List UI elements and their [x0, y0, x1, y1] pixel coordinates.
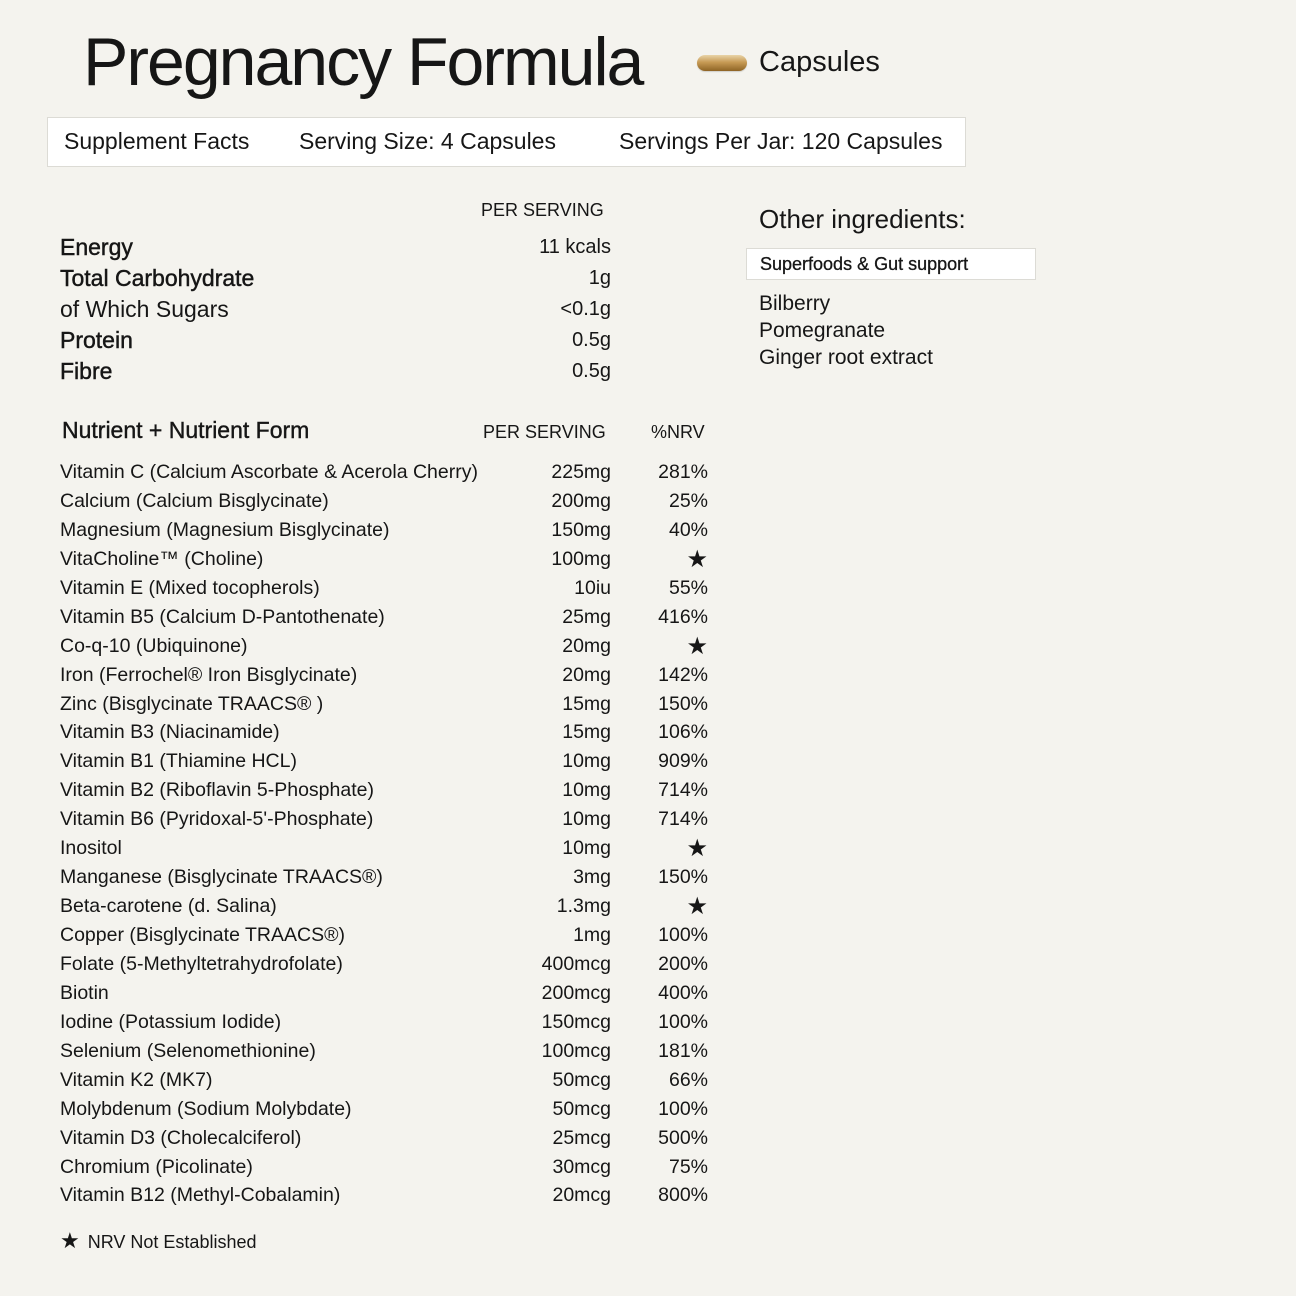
nutrient-nrv: 416% [658, 605, 708, 628]
nutrient-name: Vitamin E (Mixed tocopherols) [60, 576, 320, 599]
nutrient-amount: 15mg [562, 721, 611, 744]
nutrient-nrv: 66% [668, 1068, 708, 1091]
star-icon: ★ [686, 545, 708, 573]
ingredient-item: Bilberry [759, 292, 831, 315]
nutrient-row [60, 603, 720, 632]
star-icon: ★ [60, 1228, 80, 1253]
nutrient-amount: 3mg [573, 866, 611, 889]
supplement-facts-label: Supplement Facts [64, 128, 250, 154]
nutrient-name: Vitamin B5 (Calcium D-Pantothenate) [60, 605, 385, 628]
serving-size: Serving Size: 4 Capsules [299, 128, 556, 154]
ingredient-item: Pomegranate [759, 319, 886, 342]
nutrient-name: Iron (Ferrochel® Iron Bisglycinate) [60, 663, 358, 686]
nrv-legend [60, 1228, 256, 1254]
nutrient-name: Selenium (Selenomethionine) [60, 1039, 316, 1062]
macro-value: 1g [588, 267, 611, 289]
star-icon: ★ [686, 835, 708, 863]
nutrients-nrv-header: %NRV [651, 422, 705, 442]
nutrient-name: Beta-carotene (d. Salina) [60, 895, 277, 918]
nutrient-row [60, 718, 720, 747]
nutrient-nrv: 75% [668, 1155, 708, 1178]
nutrient-amount: 1mg [573, 924, 611, 946]
capsule-icon [697, 55, 747, 71]
nutrient-nrv: 714% [658, 808, 708, 831]
star-icon: ★ [686, 632, 708, 660]
nutrient-name: Vitamin B12 (Methyl-Cobalamin) [60, 1184, 341, 1207]
nutrient-nrv: 150% [658, 866, 708, 889]
macros-per-serving-header: PER SERVING [481, 200, 604, 220]
nutrient-row [60, 661, 720, 690]
macro-label: Fibre [60, 358, 113, 384]
nutrient-nrv: 909% [658, 750, 708, 773]
nutrient-row [60, 979, 720, 1008]
nutrient-row [60, 834, 720, 863]
nutrient-row [60, 921, 720, 950]
supplement-facts-bar [47, 117, 966, 167]
macro-value: 11 kcals [539, 236, 611, 258]
nutrient-amount: 100mcg [541, 1039, 611, 1062]
nutrient-nrv: 25% [668, 489, 708, 512]
nutrient-name: Zinc (Bisglycinate TRAACS® ) [60, 692, 324, 715]
nutrient-amount: 10mg [562, 750, 611, 773]
nutrient-amount: 25mcg [552, 1126, 611, 1149]
nutrient-name: Vitamin B2 (Riboflavin 5-Phosphate) [60, 779, 374, 802]
nutrient-nrv: 150% [658, 692, 708, 715]
ingredient-item: Ginger root extract [759, 346, 933, 369]
nutrient-name: Vitamin B3 (Niacinamide) [60, 721, 280, 744]
nutrient-nrv: 142% [658, 663, 708, 686]
nutrient-amount: 150mcg [541, 1010, 611, 1033]
nutrient-amount: 10mg [562, 837, 611, 860]
nutrient-amount: 100mg [551, 547, 611, 570]
nutrient-row [60, 1008, 720, 1037]
macro-label: Total Carbohydrate [60, 265, 255, 291]
nutrient-nrv: 181% [658, 1039, 708, 1062]
nutrient-name: Vitamin D3 (Cholecalciferol) [60, 1126, 302, 1149]
nutrient-nrv: 100% [658, 1010, 708, 1033]
macro-value: <0.1g [560, 298, 611, 320]
nutrient-row [60, 892, 720, 921]
nutrient-row [60, 863, 720, 892]
macro-label: Energy [60, 234, 133, 260]
format-label: Capsules [759, 46, 880, 78]
nutrient-name: Iodine (Potassium Iodide) [60, 1010, 282, 1033]
nutrient-name: Molybdenum (Sodium Molybdate) [60, 1097, 352, 1120]
nutrients-per-serving-header: PER SERVING [483, 422, 606, 442]
nutrient-amount: 20mg [562, 663, 611, 686]
other-ingredients-title: Other ingredients: [759, 204, 966, 234]
superfoods-tag: Superfoods & Gut support [746, 248, 1036, 280]
nutrient-name: Vitamin B1 (Thiamine HCL) [60, 750, 297, 773]
nutrient-name: Magnesium (Magnesium Bisglycinate) [60, 518, 390, 541]
nutrient-amount: 30mcg [552, 1155, 611, 1178]
nutrient-nrv: 55% [668, 576, 708, 599]
nutrient-nrv: 800% [658, 1184, 708, 1207]
nutrient-name: Vitamin K2 (MK7) [60, 1068, 213, 1091]
legend-text: NRV Not Established [87, 1232, 257, 1252]
nutrient-amount: 50mcg [552, 1097, 611, 1120]
nutrient-row [60, 1095, 720, 1124]
nutrient-amount: 50mcg [552, 1068, 611, 1091]
page-title: Pregnancy Formula [83, 24, 643, 100]
nutrient-amount: 25mg [562, 605, 611, 628]
nutrient-nrv: 400% [658, 981, 708, 1004]
nutrient-amount: 150mg [551, 518, 611, 541]
nutrient-name: Folate (5-Methyltetrahydrofolate) [60, 952, 343, 975]
nutrient-row [60, 805, 720, 834]
nutrient-amount: 10iu [574, 576, 611, 599]
nutrient-name: Co-q-10 (Ubiquinone) [60, 634, 248, 657]
nutrient-name: Vitamin C (Calcium Ascorbate & Acerola Cherry) [60, 461, 478, 483]
nutrient-amount: 225mg [551, 461, 611, 483]
nutrient-row [60, 747, 720, 776]
nutrient-row [60, 545, 720, 574]
nutrient-row [60, 1066, 720, 1095]
nutrient-amount: 10mg [562, 808, 611, 831]
nutrient-row [60, 1037, 720, 1066]
nutrient-amount: 20mg [562, 634, 611, 657]
nutrient-row [60, 516, 720, 545]
nutrient-name: Inositol [60, 837, 122, 860]
nutrient-row [60, 487, 720, 516]
nutrient-row [60, 776, 720, 805]
macro-label: Protein [60, 327, 133, 353]
servings-per-jar: Servings Per Jar: 120 Capsules [619, 128, 943, 154]
nutrient-nrv: 281% [658, 461, 708, 483]
nutrient-name: Calcium (Calcium Bisglycinate) [60, 489, 329, 512]
nutrient-name: Manganese (Bisglycinate TRAACS®) [60, 866, 383, 889]
nutrient-row [60, 1153, 720, 1182]
nutrient-name: VitaCholine™ (Choline) [60, 547, 264, 570]
nutrient-row [60, 1181, 720, 1210]
nutrient-row [60, 950, 720, 979]
nutrient-nrv: 40% [668, 518, 708, 541]
nutrient-amount: 400mcg [541, 952, 611, 975]
nutrients-title: Nutrient + Nutrient Form [62, 417, 310, 443]
nutrient-nrv: 714% [658, 779, 708, 802]
nutrient-amount: 10mg [562, 779, 611, 802]
nutrient-row [60, 1124, 720, 1153]
other-ingredients-list [759, 290, 933, 371]
nutrient-name: Copper (Bisglycinate TRAACS®) [60, 924, 345, 946]
nutrient-amount: 1.3mg [556, 895, 611, 918]
nutrient-nrv: 500% [658, 1126, 708, 1149]
nutrient-name: Vitamin B6 (Pyridoxal-5'-Phosphate) [60, 808, 374, 831]
nutrient-nrv: 200% [658, 952, 708, 975]
nutrient-nrv: 106% [658, 721, 708, 744]
nutrient-nrv: 100% [658, 924, 708, 946]
nutrient-name: Biotin [60, 981, 109, 1004]
nutrient-amount: 20mcg [552, 1184, 611, 1207]
nutrients-table [60, 458, 720, 1210]
macro-value: 0.5g [572, 360, 611, 382]
nutrient-amount: 200mg [551, 489, 611, 512]
nutrient-amount: 200mcg [541, 981, 611, 1004]
nutrient-nrv: 100% [658, 1097, 708, 1120]
macro-value: 0.5g [572, 329, 611, 351]
star-icon: ★ [686, 893, 708, 921]
nutrient-row [60, 690, 720, 719]
nutrient-amount: 15mg [562, 692, 611, 715]
macro-label: of Which Sugars [60, 296, 229, 322]
nutrient-row [60, 458, 720, 487]
nutrient-name: Chromium (Picolinate) [60, 1155, 253, 1178]
nutrient-row [60, 574, 720, 603]
nutrient-row [60, 632, 720, 661]
